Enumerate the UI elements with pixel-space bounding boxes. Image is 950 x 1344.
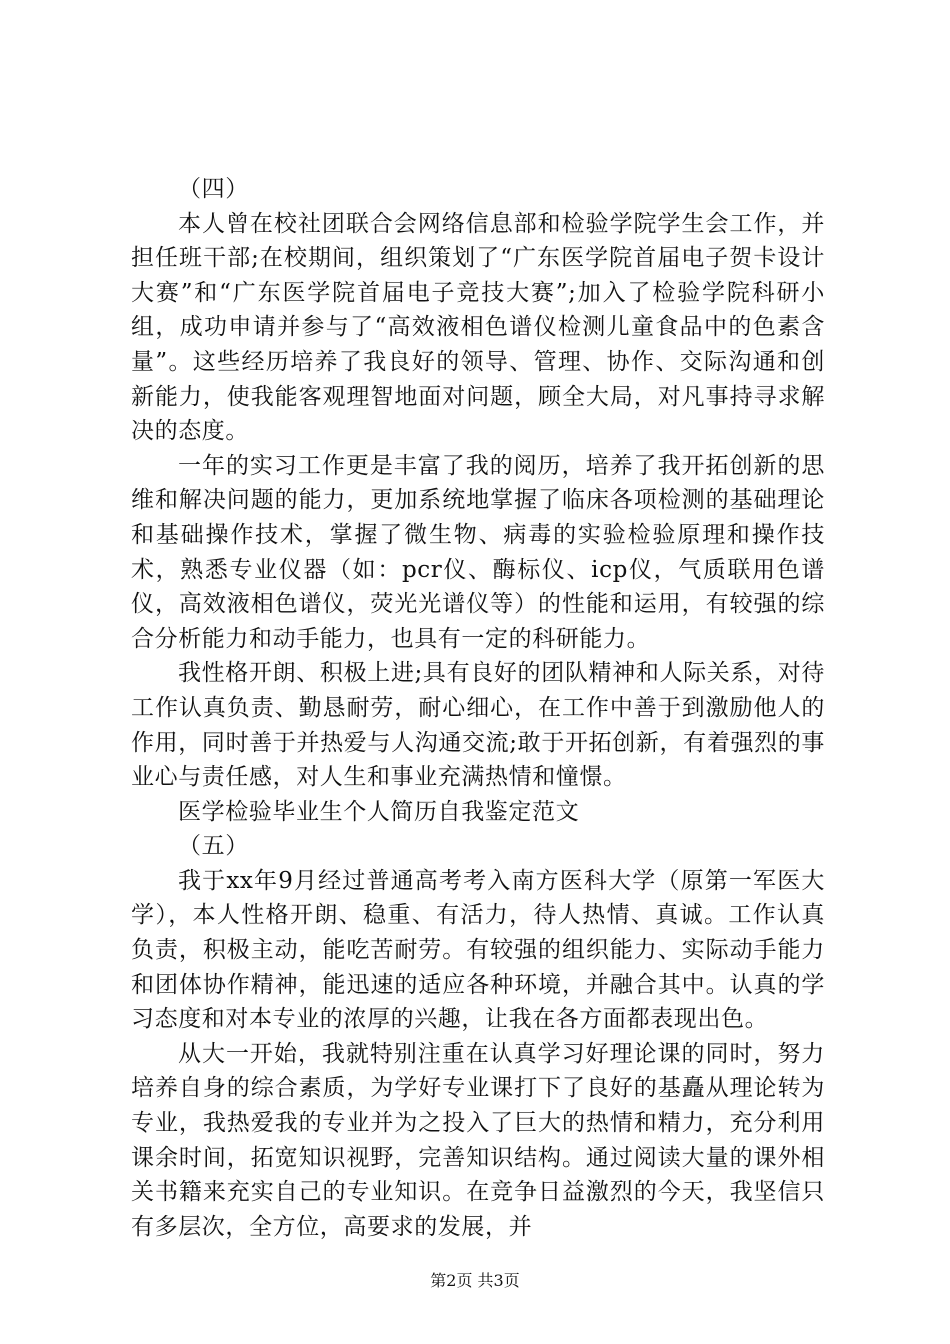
- document-subtitle: 医学检验毕业生个人简历自我鉴定范文: [178, 798, 580, 825]
- paragraph-study: 从大一开始，我就特别注重在认真学习好理论课的同时，努力培养自身的综合素质，为学好专业课打下了良好的基矗从理论转为专业，我热爱我的专业并为之投入了巨大的热情和精力，充分利用课余时间，拓宽知识视野，完善知识结构。通过阅读大量的课外相关书籍来充实自己的专业知识。在竞争日益激烈的今天，我坚信只有多层次，全方位，高要求的发展，并: [131, 1040, 825, 1240]
- section-heading-four: （四）: [178, 176, 249, 202]
- section-heading-five: （五）: [178, 833, 249, 860]
- page-number-footer: 第2页 共3页: [430, 1271, 520, 1290]
- paragraph-internship: 一年的实习工作更是丰富了我的阅历，培养了我开拓创新的思维和解决问题的能力，更加系统地掌握了临床各项检测的基础理论和基础操作技术，掌握了微生物、病毒的实验检验原理和操作技术，熟悉专业仪器（如：pcr仪、酶标仪、icp仪，气质联用色谱仪，高效液相色谱仪，荧光光谱仪等）的性能和运用，有较强的综合分析能力和动手能力，也具有一定的科研能力。: [131, 452, 825, 652]
- paragraph-experience: 本人曾在校社团联合会网络信息部和检验学院学生会工作，并担任班干部;在校期间，组织策划了“广东医学院首届电子贺卡设计大赛”和“广东医学院首届电子竞技大赛”;加入了检验学院科研小组，成功申请并参与了“高效液相色谱仪检测儿童食品中的色素含量”。这些经历培养了我良好的领导、管理、协作、交际沟通和创新能力，使我能客观理智地面对问题，顾全大局，对凡事持寻求解决的态度。: [131, 210, 825, 445]
- paragraph-personality: 我性格开朗、积极上进;具有良好的团队精神和人际关系，对待工作认真负责、勤恳耐劳，耐心细心，在工作中善于到激励他人的作用，同时善于并热爱与人沟通交流;敢于开拓创新，有着强烈的事业心与责任感，对人生和事业充满热情和憧憬。: [131, 660, 825, 791]
- paragraph-admission: 我于xx年9月经过普通高考考入南方医科大学（原第一军医大学），本人性格开朗、稳重、有活力，待人热情、真诚。工作认真负责，积极主动，能吃苦耐劳。有较强的组织能力、实际动手能力和团体协作精神，能迅速的适应各种环境，并融合其中。认真的学习态度和对本专业的浓厚的兴趣，让我在各方面都表现出色。: [131, 867, 825, 1033]
- document-body: [131, 172, 825, 1244]
